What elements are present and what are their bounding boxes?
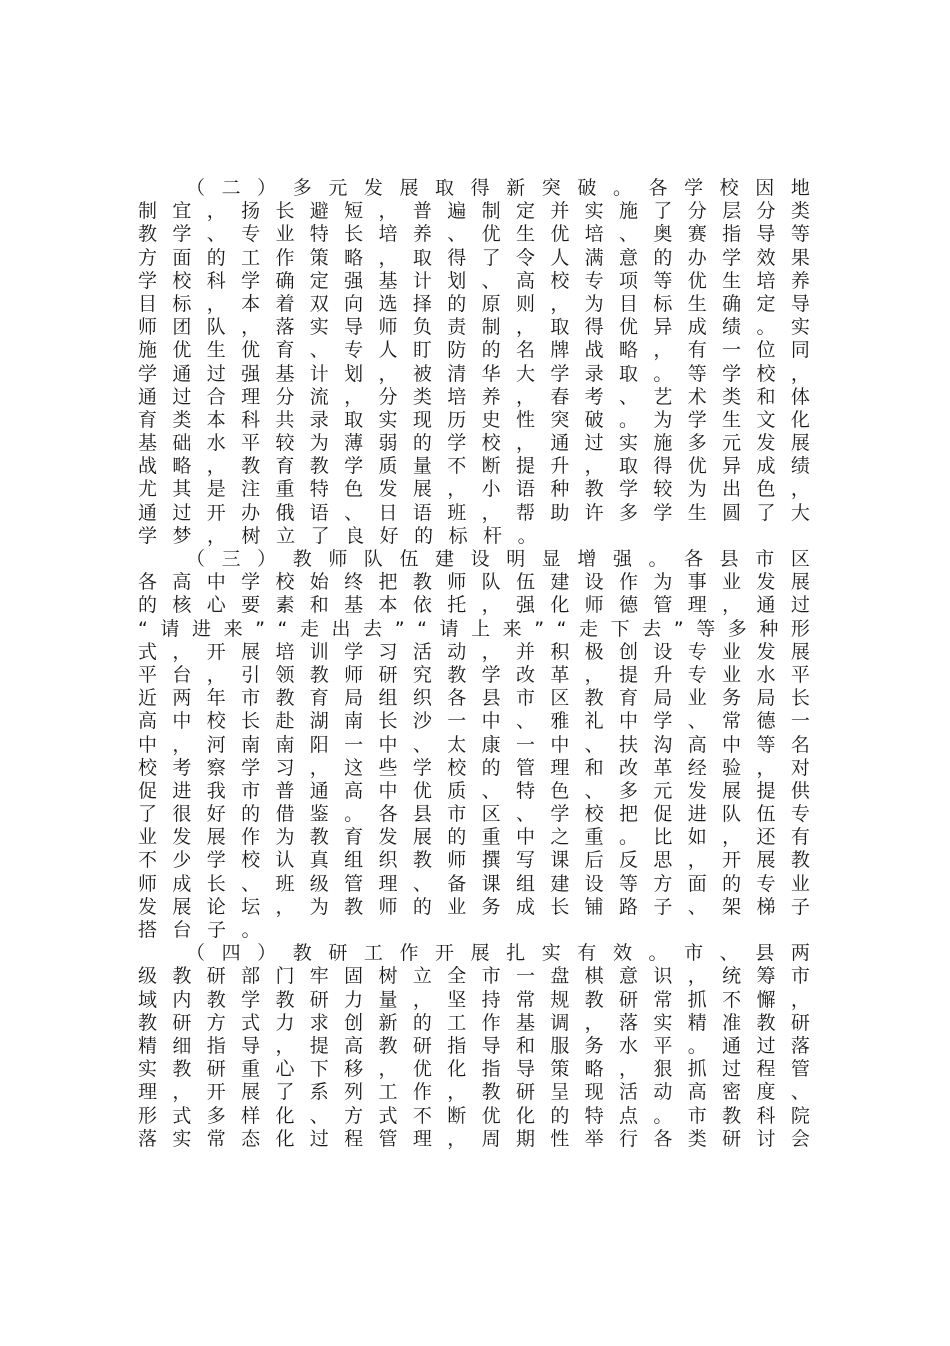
text-line: 式 ， 开 展 培 训 学 习 活 动 ， 并 积 极 创 设 专 业 发 展 [138, 640, 810, 663]
text-line: 不 少 学 校 认 真 组 织 教 师 撰 写 课 后 反 思 ， 开 展 教 [138, 849, 810, 872]
text-line: （ 二 ） 多 元 发 展 取 得 新 突 破 。 各 学 校 因 地 [186, 177, 810, 199]
text-line: 教 研 方 式 力 求 创 新 的 工 作 基 调 ， 落 实 精 准 教 研 [138, 1011, 810, 1034]
text-line: 师 成 长 、 班 级 管 理 、 备 课 组 建 设 等 方 面 的 专 业 [138, 872, 810, 895]
text-line: 业 发 展 作 为 教 育 发 展 的 重 中 之 重 。 比 如 ， 还 有 [138, 826, 810, 849]
text-line: 中 ， 河 南 南 阳 一 中 、 太 康 一 中 、 扶 沟 高 中 等 名 [138, 733, 810, 756]
paragraph-section-3 [138, 548, 810, 942]
text-line: “ 请 进 来 ” “ 走 出 去 ” “ 请 上 来 ” “ 走 下 去 ” 等 多 种 形 [138, 617, 810, 640]
text-line: 尤 其 是 注 重 特 色 发 展 ， 小 语 种 教 学 较 为 出 色 ， [138, 478, 810, 501]
text-line: 战 略 ， 教 育 教 学 质 量 不 断 提 升 ， 取 得 优 异 成 绩 [138, 455, 810, 478]
text-line: 搭 台 子 。 [138, 919, 261, 941]
text-line: 形 式 多 样 化 、 方 式 不 断 优 化 的 特 点 。 市 教 科 院 [138, 1104, 810, 1127]
text-line: 通 过 开 办 俄 语 、 日 语 班 ， 帮 助 许 多 学 生 圆 了 大 [138, 501, 810, 524]
text-line: 发 展 论 坛 ， 为 教 师 的 业 务 成 长 铺 路 子 、 架 梯 子 [138, 895, 810, 918]
text-line: （ 四 ） 教 研 工 作 开 展 扎 实 有 效 。 市 、 县 两 [186, 942, 810, 965]
text-line: 目 标 ， 本 着 双 向 选 择 的 原 则 ， 为 目 标 生 确 定 导 [138, 292, 810, 315]
text-line: 制 宜 ， 扬 长 避 短 ， 普 遍 制 定 并 实 施 了 分 层 分 类 [138, 200, 810, 223]
text-line: 教 学 、 专 业 特 长 培 养 、 优 生 优 培 、 奥 赛 指 导 等 [138, 223, 810, 246]
text-line: 育 类 本 科 共 录 取 实 现 历 史 性 突 破 。 为 学 生 文 化 [138, 408, 810, 431]
text-line: 促 进 我 市 普 通 高 中 优 质 、 特 色 、 多 元 发 展 提 供 [138, 779, 810, 802]
text-line: 通 过 合 理 分 流 ， 分 类 培 养 ， 春 考 、 艺 术 类 和 体 [138, 385, 810, 408]
text-line: 域 内 教 学 教 研 力 量 ， 坚 持 常 规 教 研 常 抓 不 懈 ， [138, 988, 810, 1011]
text-line: 落 实 常 态 化 过 程 管 理 ， 周 期 性 举 行 各 类 研 讨 会 [138, 1127, 810, 1150]
text-line: 近 两 年 市 教 育 局 组 织 各 县 市 区 教 育 局 业 务 局 长 [138, 687, 810, 710]
text-line: 施 优 生 优 育 、 专 人 盯 防 的 名 牌 战 略 ， 有 一 位 同 [138, 339, 810, 362]
text-line: 校 考 察 学 习 ， 这 些 学 校 的 管 理 和 改 革 经 验 ， 对 [138, 756, 810, 779]
text-line: 的 核 心 要 素 和 基 本 依 托 ， 强 化 师 德 管 理 ， 通 过 [138, 594, 810, 617]
text-line: 级 教 研 部 门 牢 固 树 立 全 市 一 盘 棋 意 识 ， 统 筹 市 [138, 965, 810, 988]
text-line: 高 中 校 长 赴 湖 南 长 沙 一 中 、 雅 礼 中 学 、 常 德 一 [138, 710, 810, 733]
text-line: 了 很 好 的 借 鉴 。 各 县 市 区 、 学 校 把 促 进 队 伍 专 [138, 803, 810, 826]
text-line: 师 团 队 ， 落 实 导 师 负 责 制 ， 取 得 优 异 成 绩 。 实 [138, 316, 810, 339]
text-line: 学 校 科 学 确 定 强 基 计 划 、 高 校 专 项 等 优 生 培 养 [138, 269, 810, 292]
text-line: 方 面 的 工 作 策 略 ， 取 得 了 令 人 满 意 的 办 学 效 果 [138, 246, 810, 269]
paragraph-section-2 [138, 177, 810, 548]
text-line: 学 通 过 强 基 计 划 ， 被 清 华 大 学 录 取 。 等 学 校 ， [138, 362, 810, 385]
text-line: 基 础 水 平 较 为 薄 弱 的 学 校 ， 通 过 实 施 多 元 发 展 [138, 432, 810, 455]
text-line: 学 梦 ， 树 立 了 良 好 的 标 杆 。 [138, 524, 537, 547]
text-line: 各 高 中 学 校 始 终 把 教 师 队 伍 建 设 作 为 事 业 发 展 [138, 571, 810, 594]
text-line: 理 ， 开 展 了 系 列 工 作 ， 教 研 呈 现 活 动 高 密 度 、 [138, 1081, 810, 1104]
text-line: 精 细 指 导 ， 提 高 教 研 指 导 和 服 务 水 平 。 通 过 落 [138, 1034, 810, 1057]
document-body [138, 177, 810, 1151]
paragraph-section-4 [138, 942, 810, 1151]
text-line: 平 台 ， 引 领 教 师 研 究 教 学 改 革 ， 提 升 专 业 水 平 [138, 663, 810, 686]
text-line: （ 三 ） 教 师 队 伍 建 设 明 显 增 强 。 各 县 市 区 [186, 548, 810, 570]
text-line: 实 教 研 重 心 下 移 ， 优 化 指 导 策 略 ， 狠 抓 过 程 管 [138, 1058, 810, 1081]
